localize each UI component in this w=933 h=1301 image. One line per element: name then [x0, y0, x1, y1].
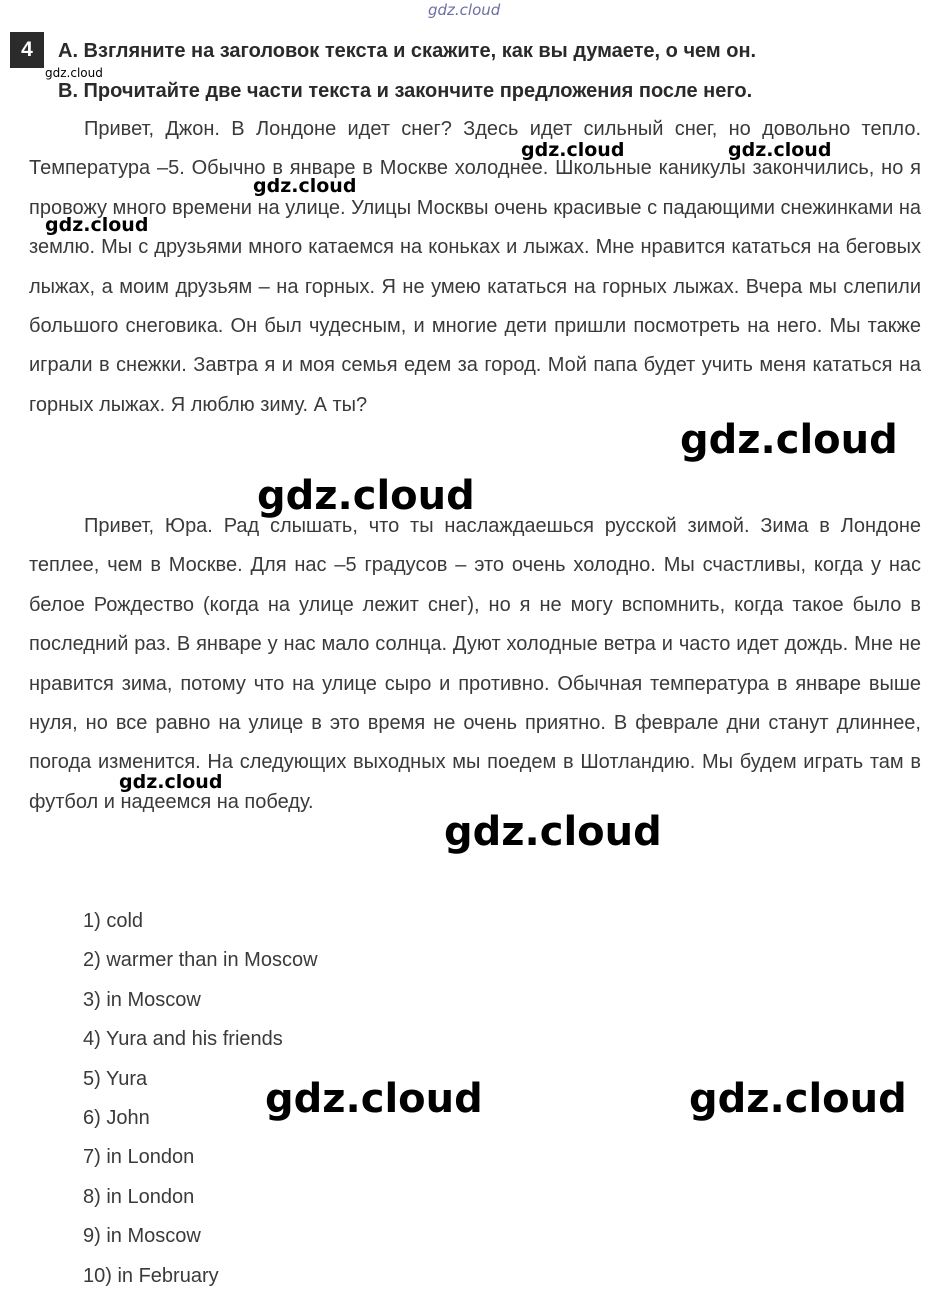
- watermark: gdz.cloud: [45, 66, 103, 80]
- watermark-top: gdz.cloud: [428, 1, 501, 19]
- answer-item: 10) in February: [83, 1264, 219, 1287]
- watermark: gdz.cloud: [45, 214, 149, 236]
- answer-item: 3) in Moscow: [83, 988, 201, 1011]
- task-number-badge: 4: [10, 32, 44, 68]
- answer-item: 1) cold: [83, 910, 144, 932]
- task-part-b: B. Прочитайте две части текста и закончите предложения после него.: [58, 80, 753, 102]
- letter-from-yura: Привет, Джон. В Лондоне идет снег? Здесь идет сильный снег, но довольно тепло. Температура –5. Обычно в январе в Москве холоднее. Школьные каникулы закончились, но я провожу много времени на улице. Улицы Москвы очень красивые с падающими снежинками на землю. Мы с друзьями много катаемся на коньках и лыжах. Мне нравится кататься на беговых лыжах, а моим друзьям – на горных. Я не умею кататься на горных лыжах. Вчера мы слепили большого снеговика. Он был чудесным, и многие дети пришли посмотреть на него. Мы также играли в снежки. Завтра я и моя семья едем за город. Мой папа будет учить меня кататься на горных лыжах. Я люблю зиму. А ты?: [29, 118, 922, 416]
- answer-item: 4) Yura and his friends: [83, 1028, 283, 1051]
- watermark: gdz.cloud: [728, 139, 832, 161]
- task-part-a: A. Взгляните на заголовок текста и скажите, как вы думаете, о чем он.: [58, 40, 757, 62]
- answer-item: 7) in London: [83, 1146, 195, 1169]
- watermark: gdz.cloud: [521, 139, 625, 161]
- watermark: gdz.cloud: [257, 473, 475, 519]
- answer-item: 9) in Moscow: [83, 1225, 201, 1248]
- answer-item: 2) warmer than in Moscow: [83, 949, 318, 972]
- watermark: gdz.cloud: [689, 1076, 907, 1122]
- watermark: gdz.cloud: [444, 809, 662, 855]
- answer-item: 6) John: [83, 1106, 150, 1129]
- watermark: gdz.cloud: [265, 1076, 483, 1122]
- answer-item: 8) in London: [83, 1185, 195, 1208]
- watermark: gdz.cloud: [119, 771, 223, 793]
- answer-item: 5) Yura: [83, 1067, 148, 1090]
- letter-from-john: Привет, Юра. Рад слышать, что ты наслаждаешься русской зимой. Зима в Лондоне теплее, чем в Москве. Для нас –5 градусов – это очень холодно. Мы счастливы, когда у нас белое Рождество (когда на улице лежит снег), но я не могу вспомнить, когда такое было в последний раз. В январе у нас мало солнца. Дуют холодные ветра и часто идет дождь. Мне не нравится зима, потому что на улице сыро и противно. Обычная температура в январе выше нуля, но все равно на улице в это время не очень приятно. В феврале дни станут длиннее, погода изменится. На следующих выходных мы поедем в Шотландию. Мы будем играть там в футбол и надеемся на победу.: [29, 515, 921, 813]
- watermark: gdz.cloud: [680, 417, 898, 463]
- watermark: gdz.cloud: [253, 175, 357, 197]
